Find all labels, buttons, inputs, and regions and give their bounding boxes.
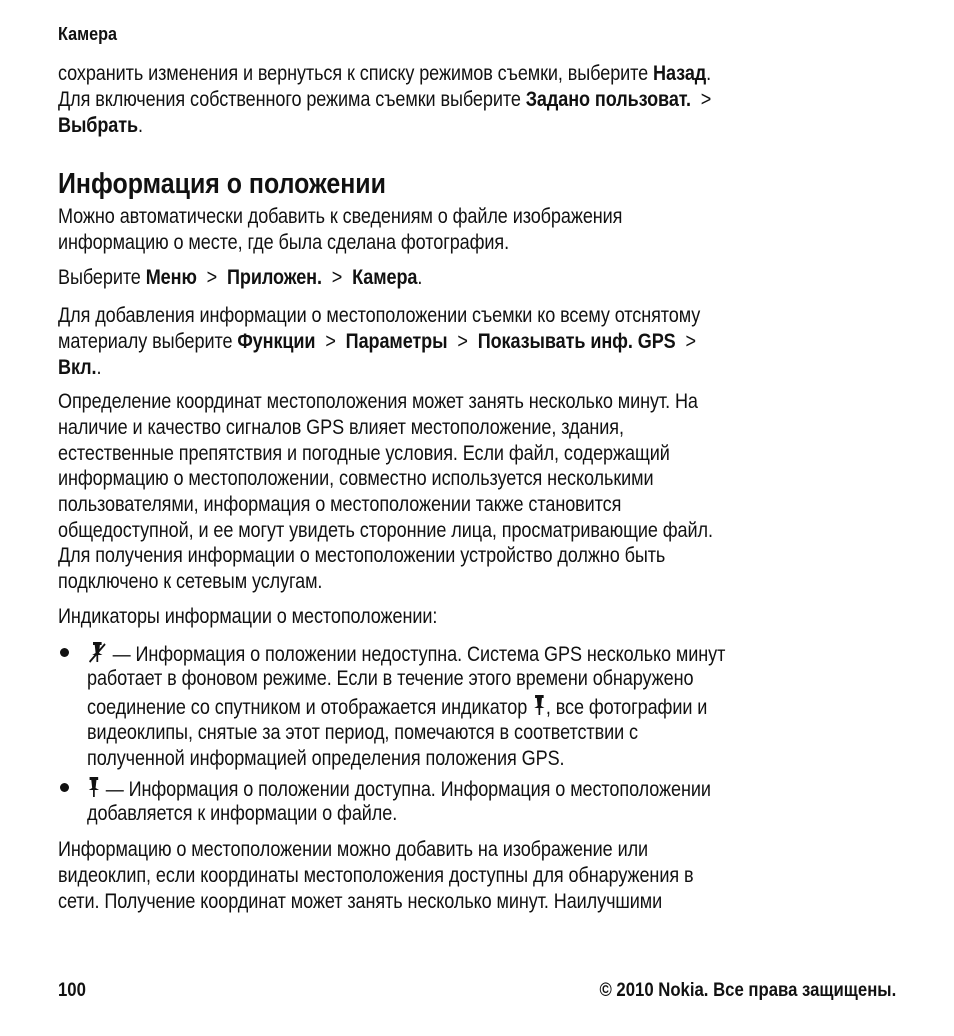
menu-option: Меню <box>145 266 197 289</box>
bullet-2-line-2: добавляется к информации о файле. <box>87 802 398 825</box>
gps-available-icon <box>87 775 101 799</box>
separator: > <box>457 330 468 353</box>
camera-option: Камера <box>352 266 418 289</box>
text: . <box>706 62 712 85</box>
p4-line: подключено к сетевым услугам. <box>58 570 323 593</box>
bullet-2-line-1 <box>87 775 711 803</box>
p3-line-3 <box>58 355 101 381</box>
p6-line: сети. Получение координат может занять несколько минут. Наилучшими <box>58 890 663 913</box>
text: . <box>417 266 423 289</box>
running-header: Камера <box>58 24 118 44</box>
separator: > <box>206 266 218 289</box>
bullet-1-line-1 <box>87 640 725 668</box>
p4-line: Определение координат местоположения может занять несколько минут. На <box>58 390 698 413</box>
p3-line-1: Для добавления информации о местоположении съемки ко всему отснятому <box>58 304 701 327</box>
separator: > <box>325 330 336 353</box>
separator: > <box>685 330 696 353</box>
text: соединение со спутником и отображается индикатор <box>87 696 533 719</box>
intro-line-3 <box>58 113 143 139</box>
p1-line-1: Можно автоматически добавить к сведениям о файле изображения <box>58 205 623 228</box>
text: . <box>96 356 102 379</box>
select-option: Выбрать <box>58 114 139 137</box>
gps-option: Показывать инф. GPS <box>477 330 676 353</box>
text: Выберите <box>58 266 146 289</box>
copyright: © 2010 Nokia. Все права защищены. <box>599 980 896 1001</box>
bullet-1-line-3 <box>87 693 707 721</box>
gps-available-icon <box>532 693 546 717</box>
bullet-1-line-4: видеоклипы, снятые за этот период, помечаются в соответствии с <box>87 721 638 744</box>
p3-line-2 <box>58 329 696 355</box>
functions-option: Функции <box>237 330 316 353</box>
p5: Индикаторы информации о местоположении: <box>58 605 438 628</box>
custom-option: Задано пользоват. <box>525 88 691 111</box>
text: сохранить изменения и вернуться к списку режимов съемки, выберите <box>58 62 654 85</box>
intro-line-2 <box>58 87 711 113</box>
text: , все фотографии и <box>545 696 708 719</box>
intro-line-1 <box>58 61 711 87</box>
text: . <box>138 114 143 137</box>
bullet-1-line-2: работает в фоновом режиме. Если в течение этого времени обнаружено <box>87 667 694 690</box>
text: — Информация о положении доступна. Информация о местоположении <box>100 778 711 801</box>
p1-line-2: информацию о месте, где была сделана фотография. <box>58 231 510 254</box>
text: Для включения собственного режима съемки выберите <box>58 88 526 111</box>
p4-line: пользователями, информация о местоположении также становится <box>58 493 622 516</box>
on-option: Вкл. <box>58 356 97 379</box>
p6-line: видеоклип, если координаты местоположения доступны для обнаружения в <box>58 864 694 887</box>
text: материалу выберите <box>58 330 238 353</box>
bullet-dot <box>60 783 69 792</box>
p4-line: информацию о местоположении, совместно используется несколькими <box>58 467 654 490</box>
p4-line: общедоступной, и ее могут увидеть сторонние лица, просматривающие файл. <box>58 519 713 542</box>
params-option: Параметры <box>345 330 448 353</box>
section-title: Информация о положении <box>58 168 386 200</box>
apps-option: Приложен. <box>227 266 322 289</box>
p4-line: естественные препятствия и погодные условия. Если файл, содержащий <box>58 442 670 465</box>
page-number: 100 <box>58 980 86 1001</box>
p4-line: Для получения информации о местоположении устройство должно быть <box>58 544 666 567</box>
p6-line: Информацию о местоположении можно добавить на изображение или <box>58 838 649 861</box>
text: — Информация о положении недоступна. Система GPS несколько минут <box>107 643 726 666</box>
separator: > <box>700 88 712 111</box>
bullet-1-line-5: полученной информацией определения положения GPS. <box>87 747 565 770</box>
gps-unavailable-icon <box>87 640 108 664</box>
bullet-dot <box>60 648 69 657</box>
p4-line: наличие и качество сигналов GPS влияет местоположение, здания, <box>58 416 624 439</box>
p2-path <box>58 265 422 291</box>
back-option: Назад <box>653 62 707 85</box>
separator: > <box>331 266 343 289</box>
